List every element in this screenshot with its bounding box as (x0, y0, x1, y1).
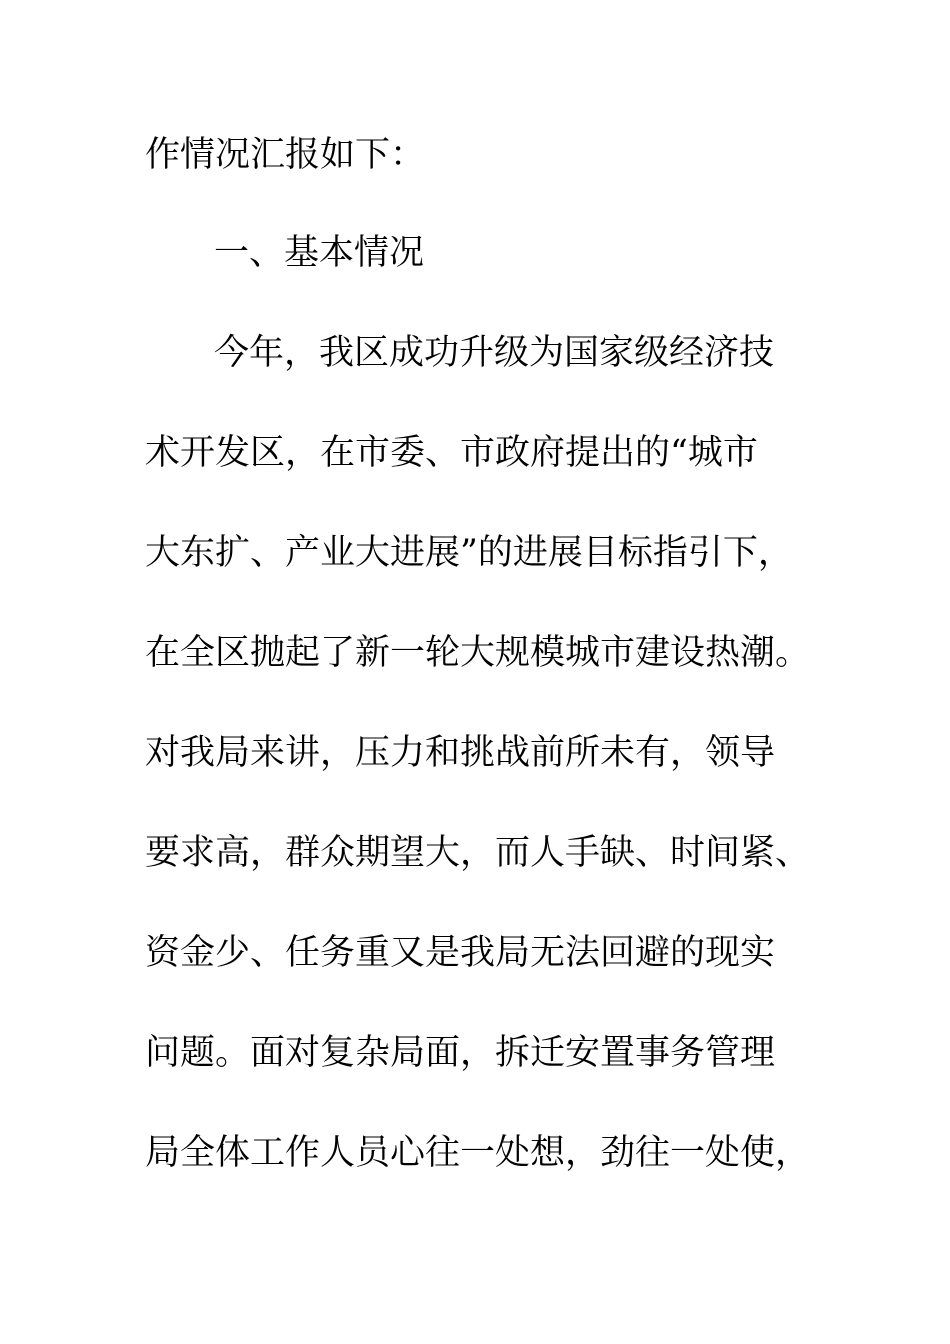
section-heading: 一、基本情况 (214, 233, 425, 273)
text-line-9: 资金少、任务重又是我局无法回避的现实 (145, 933, 776, 973)
text-line-4: 术开发区，在市委、市政府提出的“城市 (145, 433, 758, 473)
text-line-10: 问题。面对复杂局面，拆迁安置事务管理 (145, 1033, 776, 1073)
text-line-5: 大东扩、产业大进展”的进展目标指引下， (145, 533, 793, 573)
text-line-1: 作情况汇报如下： (145, 135, 426, 175)
text-line-11: 局全体工作人员心往一处想，劲往一处使， (145, 1133, 811, 1173)
text-line-3: 今年，我区成功升级为国家级经济技 (214, 333, 775, 373)
text-line-7: 对我局来讲，压力和挑战前所未有，领导 (145, 733, 776, 773)
text-line-6: 在全区抛起了新一轮大规模城市建设热潮。 (145, 633, 811, 673)
text-line-8: 要求高，群众期望大，而人手缺、时间紧、 (145, 833, 811, 873)
